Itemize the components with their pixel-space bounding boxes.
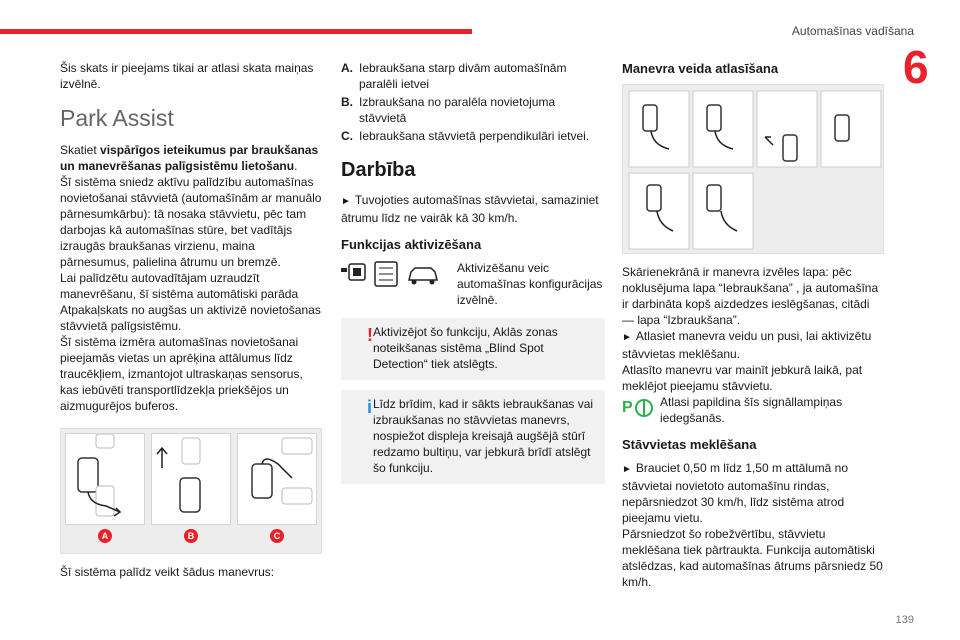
para-view: Lai palīdzētu autovadītājam uzraudzīt manevrēšanu, šī sistēma automātiski parāda Atpakaļskats no augšas un aktivizē novietošanas stāvvietā palīgsistēmu.	[60, 271, 321, 333]
column-1	[60, 60, 322, 580]
selection-text-1: Skārienekrānā ir manevra izvēles lapa: pēc noklusējuma lapa “Iebraukšana” , ja automašīna ir darbināta kopš aizdedzes ieslēgšanas, citādi — lapa “Izbraukšana”.	[622, 265, 879, 327]
darbiba-heading: Darbība	[341, 159, 416, 181]
arrow-bullet-icon: ►	[341, 196, 351, 207]
park-assist-lamp-icon	[622, 394, 656, 420]
header-accent-bar	[0, 29, 472, 34]
maneuver-figure	[60, 428, 322, 554]
warning-icon: !	[367, 325, 373, 345]
arrow-bullet-icon: ►	[622, 464, 632, 475]
activation-row	[341, 260, 605, 308]
camera-icon	[341, 264, 365, 280]
list-item: B. Izbraukšana no paralēla novietojuma stāvvietā	[341, 95, 556, 125]
panel-b	[151, 433, 231, 525]
maneuver-b-illustration	[152, 434, 232, 526]
maneuver-selection-illustration	[623, 85, 885, 255]
svg-text:P: P	[622, 399, 633, 416]
search-step: ► Brauciet 0,50 m līdz 1,50 m attālumā no stāvvietai novietoto automašīnu rindas, nepārsniedzot 30 km/h, līdz sistēma atrod pieejamu vietu.	[622, 461, 849, 525]
chapter-number: 6	[903, 41, 929, 93]
activation-heading: Funkcijas aktivizēšana	[341, 237, 482, 252]
maneuver-a-illustration	[66, 434, 146, 526]
info-note: i Līdz brīdim, kad ir sākts iebraukšanas vai izbraukšanas no stāvvietas manevrs, nospiežot displeja kreisajā augšējā stūrī redzamo bultiņu, var jebkurā brīdī atslēgt šo funkciju.	[341, 390, 605, 484]
panel-c	[237, 433, 317, 525]
search-heading: Stāvvietas meklēšana	[622, 437, 757, 452]
lamp-text: Atlasi papildina šīs signāllampiņas iedegšanās.	[660, 395, 843, 425]
warning-note: ! Aktivizējot šo funkciju, Aklās zonas noteikšanas sistēma „Blind Spot Detection“ tiek atslēgts.	[341, 318, 605, 380]
info-icon: i	[367, 397, 373, 417]
label-c-badge: C	[270, 529, 284, 543]
para-description: Šī sistēma sniedz aktīvu palīdzību automašīnas novietošanai stāvvietā (automašīnām ar manuālo pārnesumkārbu): tā nosaka stāvvietu, pēc tam darbojas kā automašīnas stūre, bet vadītājs izraugās braukšanas virzienu, maina pārnesumus, palielina ātrumu un bremzē.	[60, 175, 322, 269]
column-2	[341, 60, 605, 494]
figure-caption: Šī sistēma palīdz veikt šādus manevrus:	[60, 565, 275, 579]
list-item: A. Iebraukšana starp divām automašīnām paralēli ietvei	[341, 61, 567, 91]
panel-a	[65, 433, 145, 525]
lamp-row	[622, 394, 884, 426]
para-sensors: Šī sistēma izmēra automašīnas novietošanai pieejamās vietas un aprēķina attālumus līdz traucēkļiem, izmantojot ultraskaņas sensorus, kas iebūvēti transportlīdzekļa priekšējos un aizmugurējos buferos.	[60, 335, 303, 413]
config-icons	[341, 260, 451, 290]
selection-text-2: Atlasīto manevru var mainīt jebkurā laikā, pat meklējot pieejamu stāvvietu.	[622, 363, 863, 393]
selection-heading: Manevra veida atlasīšana	[622, 61, 779, 76]
maneuver-c-illustration	[238, 434, 318, 526]
column-3	[622, 60, 884, 590]
label-b-badge: B	[184, 529, 198, 543]
darbiba-text: ► Tuvojoties automašīnas stāvvietai, samaziniet ātrumu līdz ne vairāk kā 30 km/h.	[341, 193, 599, 225]
activation-text: Aktivizēšanu veic automašīnas konfigurācijas izvēlnē.	[457, 261, 603, 307]
maneuver-selection-figure	[622, 84, 884, 254]
see-recommendations: Skatiet vispārīgos ieteikumus par braukšanas un manevrēšanas palīgsistēmu lietošanu.	[60, 143, 319, 173]
arrow-bullet-icon: ►	[622, 332, 632, 343]
page-number: 139	[895, 614, 914, 626]
list-item: C. Iebraukšana stāvvietā perpendikulāri ietvei.	[341, 129, 590, 143]
car-icon	[409, 268, 437, 285]
selection-step: ► Atlasiet manevra veidu un pusi, lai aktivizētu stāvvietas meklēšanu.	[622, 329, 872, 361]
park-assist-heading: Park Assist	[60, 105, 174, 131]
settings-icon	[375, 262, 397, 286]
label-a-badge: A	[98, 529, 112, 543]
search-text: Pārsniedzot šo robežvērtību, stāvvietu meklēšana tiek pārtraukta. Funkcija automātiski atslēdzas, kad automašīnas ātrums pārsniedz 50 km/h.	[622, 527, 883, 589]
page-header-title: Automašīnas vadīšana	[791, 24, 914, 38]
intro-text: Šis skats ir pieejams tikai ar atlasi skata maiņas izvēlnē.	[60, 61, 314, 91]
